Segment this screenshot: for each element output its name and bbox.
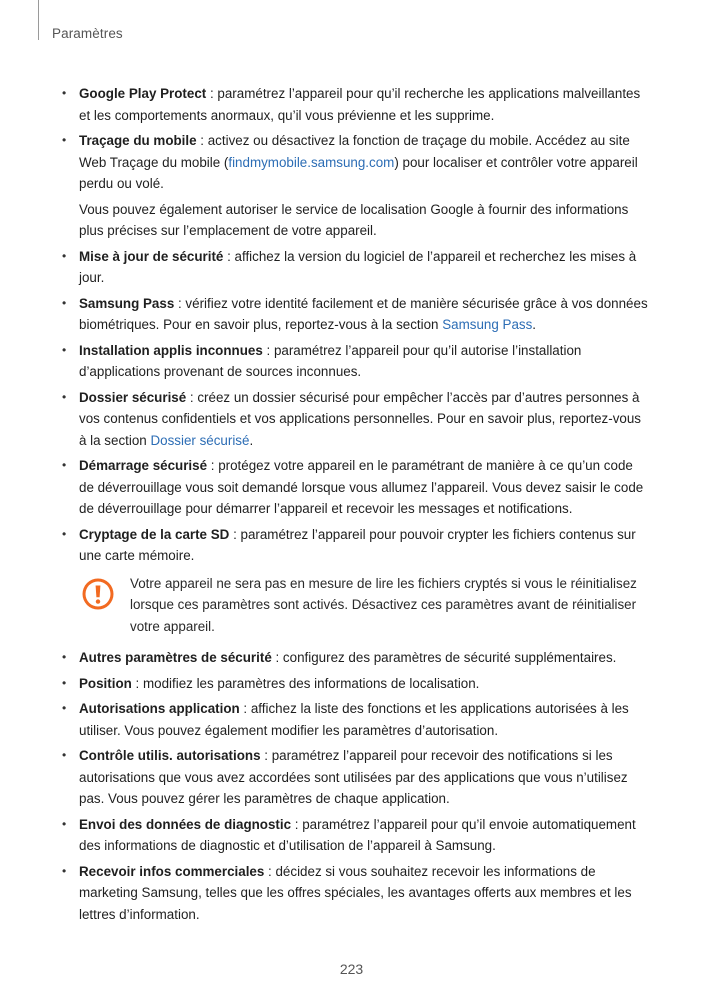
item-term: Envoi des données de diagnostic bbox=[79, 816, 292, 832]
item-term: Google Play Protect bbox=[79, 86, 207, 101]
item-extra-paragraph: Vous pouvez également autoriser le service de localisation Google à fournir des informations plus précises sur l’emplacement de votre appareil. bbox=[79, 201, 629, 238]
list-item bbox=[62, 698, 650, 741]
item-term: Installation applis inconnues bbox=[79, 342, 263, 358]
item-term: Cryptage de la carte SD bbox=[79, 526, 230, 542]
bullet-icon: • bbox=[62, 748, 67, 762]
item-description: : affichez la version du logiciel de l’appareil et recherchez les mises à jour. bbox=[79, 248, 637, 285]
list-item bbox=[62, 293, 650, 336]
section-header: Paramètres bbox=[52, 26, 123, 41]
list-item bbox=[62, 387, 650, 452]
bullet-icon: • bbox=[62, 863, 67, 878]
item-description: : paramétrez l’appareil pour qu’il envoie automatiquement des informations de diagnostic et d’utilisation de l’appareil à Samsung. bbox=[79, 816, 636, 853]
item-description: : paramétrez l’appareil pour qu’il autorise l’installation d’applications provenant de sources inconnues. bbox=[79, 342, 582, 379]
item-description: : paramétrez l’appareil pour pouvoir crypter les fichiers contenus sur une carte mémoire. bbox=[79, 526, 636, 563]
caution-note bbox=[62, 573, 650, 638]
list-item bbox=[62, 83, 650, 126]
item-description-end: . bbox=[249, 432, 254, 448]
header-side-rule bbox=[38, 0, 39, 40]
item-term: Dossier sécurisé bbox=[79, 389, 187, 405]
bullet-icon: • bbox=[62, 248, 67, 263]
item-description: : paramétrez l’appareil pour qu’il recherche les applications malveillantes et les comportements anormaux, qu’il vous prévienne et les supprime. bbox=[79, 86, 641, 123]
findmymobile-link[interactable]: findmymobile.samsung.com bbox=[228, 154, 395, 170]
secure-folder-link[interactable]: Dossier sécurisé bbox=[150, 432, 250, 448]
bullet-icon: • bbox=[62, 342, 67, 357]
item-description: : configurez des paramètres de sécurité supplémentaires. bbox=[271, 650, 617, 665]
item-term: Samsung Pass bbox=[79, 295, 175, 311]
bullet-icon: • bbox=[62, 526, 67, 541]
item-term: Démarrage sécurisé bbox=[79, 458, 208, 473]
list-item bbox=[62, 745, 650, 810]
list-item bbox=[62, 861, 650, 926]
bullet-icon: • bbox=[62, 816, 67, 831]
bullet-icon: • bbox=[62, 650, 67, 664]
item-term: Position bbox=[79, 675, 132, 691]
item-description: : créez un dossier sécurisé pour empêcher l’accès par d’autres personnes à vos contenus confidentiels et vos applications personnelles. Pour en savoir plus, reportez-vous à la section bbox=[79, 389, 641, 448]
item-term: Traçage du mobile bbox=[79, 133, 197, 148]
bullet-icon: • bbox=[62, 675, 67, 690]
bullet-icon: • bbox=[62, 458, 67, 472]
samsung-pass-link[interactable]: Samsung Pass bbox=[442, 317, 533, 332]
item-description-end: ) pour localiser et contrôler votre appareil perdu ou volé. bbox=[79, 154, 638, 191]
list-item bbox=[62, 647, 650, 669]
item-description-end: . bbox=[532, 317, 537, 332]
settings-list bbox=[62, 83, 650, 929]
item-term: Recevoir infos commerciales bbox=[79, 863, 265, 879]
bullet-icon: • bbox=[62, 86, 67, 100]
item-description: : protégez votre appareil en le paramétrant de manière à ce qu’un code de déverrouillage vous soit demandé lorsque vous allumez l’appareil. Vous devez saisir le code de déverrouillage pour démarrer l’appareil et recevoir les messages et notifications. bbox=[79, 458, 644, 516]
list-item bbox=[62, 246, 650, 289]
bullet-icon: • bbox=[62, 701, 67, 715]
item-term: Contrôle utilis. autorisations bbox=[79, 748, 261, 763]
item-description: : vérifiez votre identité facilement et de manière sécurisée grâce à vos données biométriques. Pour en savoir plus, reportez-vous à la section bbox=[79, 295, 648, 332]
bullet-icon: • bbox=[62, 295, 67, 310]
page-number: 223 bbox=[339, 961, 364, 977]
item-description: : paramétrez l’appareil pour recevoir des notifications si les autorisations que vous avez accordées sont utilisées par des applications que vous n’utilisez pas. Vous pouvez gérer les paramètres de chaque application. bbox=[79, 748, 628, 806]
list-item bbox=[62, 673, 650, 695]
list-item bbox=[62, 340, 650, 383]
list-item bbox=[62, 524, 650, 567]
caution-text: Votre appareil ne sera pas en mesure de lire les fichiers cryptés si vous le réinitialisez lorsque ces paramètres sont activés. Désactivez ces paramètres avant de réinitialiser votre appareil. bbox=[130, 575, 637, 634]
bullet-icon: • bbox=[62, 133, 67, 147]
item-description: : décidez si vous souhaitez recevoir les informations de marketing Samsung, telles que les offres spéciales, les avantages offerts aux membres et les lettres d’information. bbox=[79, 863, 632, 922]
list-item bbox=[62, 455, 650, 520]
item-term: Autorisations application bbox=[79, 701, 240, 716]
item-description: : affichez la liste des fonctions et les applications autorisées à les utiliser. Vous pouvez également modifier les paramètres d’autorisation. bbox=[79, 701, 629, 738]
item-term: Mise à jour de sécurité bbox=[79, 248, 224, 264]
bullet-icon: • bbox=[62, 389, 67, 404]
caution-icon bbox=[81, 577, 115, 611]
list-item bbox=[62, 814, 650, 857]
item-description: : activez ou désactivez la fonction de traçage du mobile. Accédez au site Web Traçage du mobile ( bbox=[79, 133, 630, 170]
item-description: : modifiez les paramètres des informations de localisation. bbox=[131, 675, 480, 691]
item-term: Autres paramètres de sécurité bbox=[79, 650, 272, 665]
list-item bbox=[62, 130, 650, 195]
